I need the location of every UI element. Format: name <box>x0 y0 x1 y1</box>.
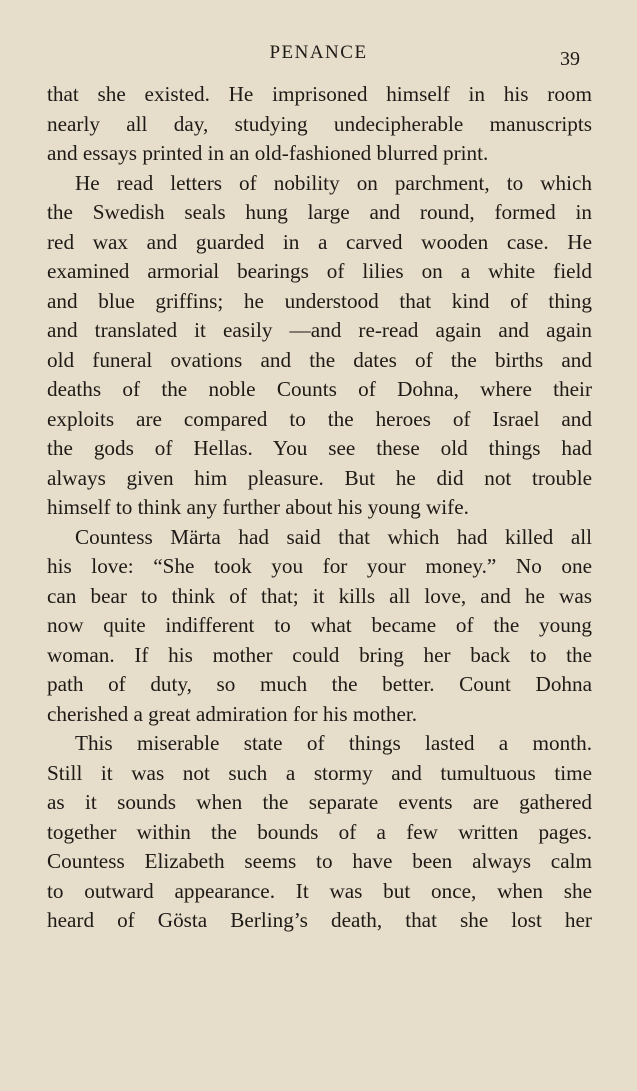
text-line: the Swedish seals hung large and round, formed in <box>47 200 592 224</box>
text-line: now quite indifferent to what became of the young <box>47 613 592 637</box>
text-line: exploits are compared to the heroes of Israel and <box>47 406 592 431</box>
text-line: can bear to think of that; it kills all love, and he was <box>47 583 592 608</box>
text-line: red wax and guarded in a carved wooden case. He <box>47 229 592 254</box>
text-line: examined armorial bearings of lilies on a white field <box>47 259 592 283</box>
text-line: cherished a great admiration for his mother. <box>47 701 418 726</box>
text-line: himself to think any further about his young wife. <box>47 495 469 519</box>
text-line: path of duty, so much the better. Count Dohna <box>47 672 592 696</box>
text-line: nearly all day, studying undecipherable manuscripts <box>47 111 592 136</box>
text-line: Countess Elizabeth seems to have been always calm <box>47 849 592 873</box>
text-line: old funeral ovations and the dates of the births and <box>47 347 592 372</box>
text-line: his love: “She took you for your money.” No one <box>47 554 592 578</box>
page-number: 39 <box>560 48 580 70</box>
text-line: together within the bounds of a few written pages. <box>47 819 592 844</box>
text-line: woman. If his mother could bring her back to the <box>47 642 592 667</box>
text-line: as it sounds when the separate events are gathered <box>47 790 592 814</box>
text-line: and translated it easily —and re-read again and again <box>47 318 592 342</box>
text-line: the gods of Hellas. You see these old things had <box>47 436 592 460</box>
text-line: and blue griffins; he understood that kind of thing <box>47 288 592 313</box>
text-line: to outward appearance. It was but once, when she <box>47 878 592 903</box>
text-line: This miserable state of things lasted a month. <box>75 731 592 755</box>
body-text <box>47 80 592 936</box>
text-line: and essays printed in an old-fashioned blurred print. <box>47 141 489 165</box>
text-line: that she existed. He imprisoned himself in his room <box>47 82 592 106</box>
chapter-title: PENANCE <box>269 42 368 63</box>
text-line: He read letters of nobility on parchment, to which <box>75 170 592 195</box>
running-head <box>0 42 637 68</box>
text-line: Countess Märta had said that which had killed all <box>75 524 592 549</box>
text-line: always given him pleasure. But he did not trouble <box>47 465 592 490</box>
text-line: deaths of the noble Counts of Dohna, where their <box>47 377 592 401</box>
text-line: Still it was not such a stormy and tumultuous time <box>47 760 592 785</box>
text-line: heard of Gösta Berling’s death, that she lost her <box>47 908 592 932</box>
